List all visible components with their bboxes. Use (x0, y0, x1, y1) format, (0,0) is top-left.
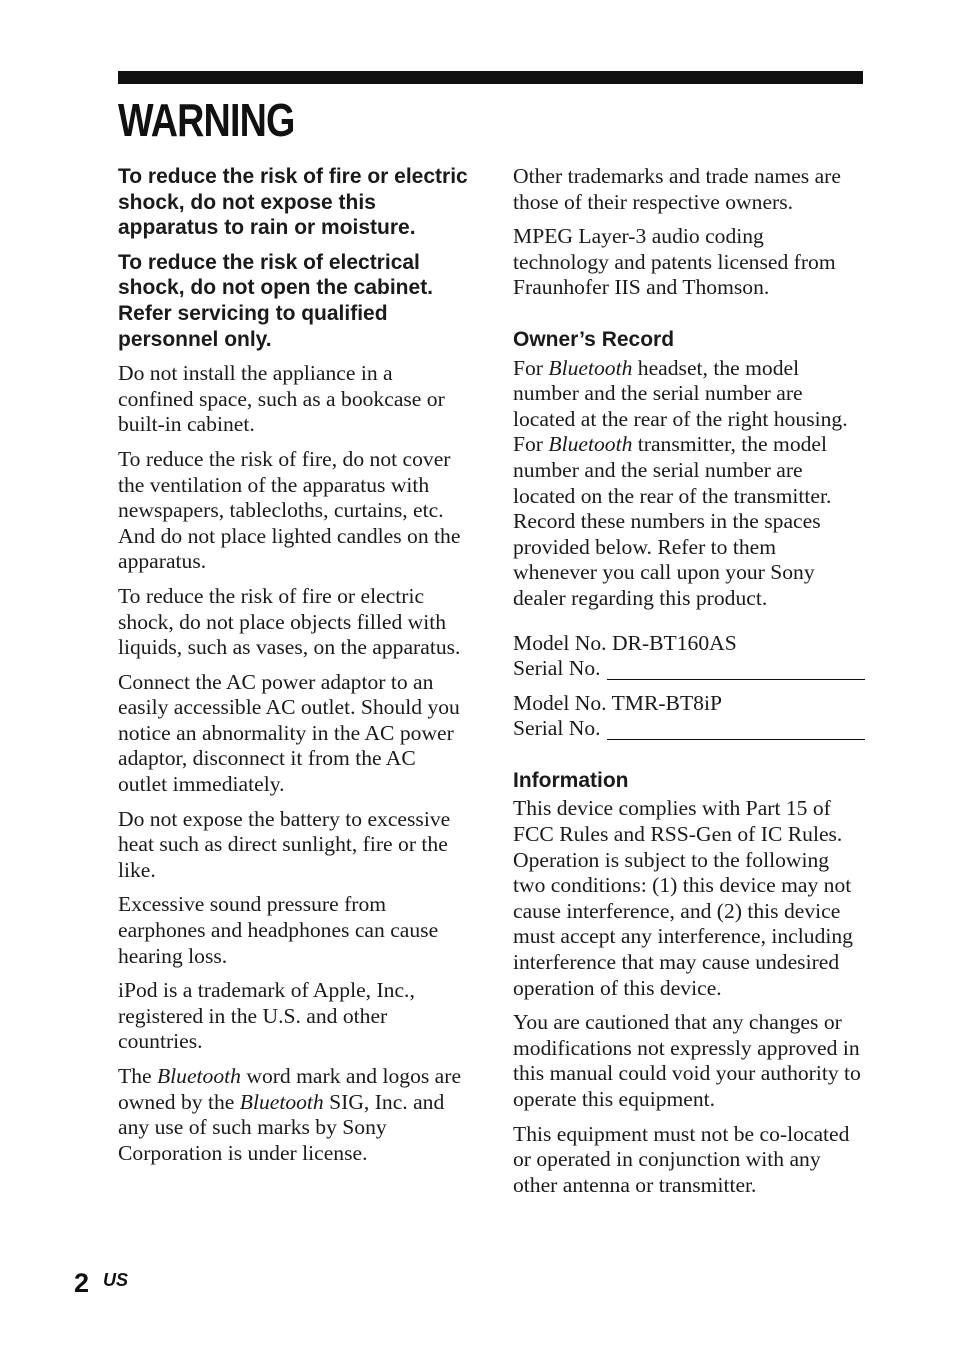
paragraph-mpeg: MPEG Layer-3 audio coding technology and patents licensed from Fraunhofer IIS and Thomson. (513, 224, 836, 300)
serial-line-transmitter: Serial No. (513, 716, 865, 742)
serial-blank-transmitter[interactable] (607, 721, 865, 740)
paragraph-liquids: To reduce the risk of fire or electric shock, do not place objects filled with liquids, such as vases, on the apparatus. (118, 583, 461, 660)
paragraph-other-trademarks: Other trademarks and trade names are those of their respective owners. (513, 164, 841, 214)
paragraph-fcc: This device complies with Part 15 of FCC Rules and RSS-Gen of IC Rules. Operation is subject to the following two conditions: (1) this device may not cause interference, and (2) this device must accept any interference, including interference that may cause undesired operation of this device. (513, 796, 853, 1000)
warning-electrical-shock: To reduce the risk of electrical shock, do not open the cabinet. Refer servicing to qualified personnel only. (118, 250, 434, 351)
paragraph-owners-record: For Bluetooth headset, the model number and the serial number are located at the rear of the right housing. For Bluetooth transmitter, the model number and the serial number are located on the rear of the transmitter. Record these numbers in the spaces provided below. Refer to them whenever you call upon your Sony dealer regarding this product. (513, 355, 848, 610)
paragraph-ac-adaptor: Connect the AC power adaptor to an easily accessible AC outlet. Should you notice an abnormality in the AC power adaptor, disconnect it from the AC outlet immediately. (118, 669, 460, 797)
right-column (513, 164, 865, 1207)
serial-blank-headset[interactable] (607, 661, 865, 680)
serial-line-headset: Serial No. (513, 656, 865, 682)
record-headset (513, 631, 865, 682)
warning-fire-shock: To reduce the risk of fire or electric shock, do not expose this apparatus to rain or moisture. (118, 165, 468, 240)
model-number-transmitter: Model No. TMR-BT8iP Serial No. (513, 691, 865, 742)
paragraph-ventilation: To reduce the risk of fire, do not cover the ventilation of the apparatus with newspapers, tablecloths, curtains, etc. And do not place lighted candles on the apparatus. (118, 446, 461, 574)
paragraph-ipod-trademark: iPod is a trademark of Apple, Inc., registered in the U.S. and other countries. (118, 978, 415, 1054)
left-column (118, 164, 470, 1175)
page-language: US (103, 1270, 129, 1290)
paragraph-co-located: This equipment must not be co-located or operated in conjunction with any other antenna or transmitter. (513, 1121, 850, 1197)
page-number: 2 (74, 1268, 90, 1298)
paragraph-modifications: You are cautioned that any changes or modifications not expressly approved in this manual could void your authority to operate this equipment. (513, 1010, 861, 1111)
paragraph-installation: Do not install the appliance in a confined space, such as a bookcase or built-in cabinet. (118, 361, 445, 437)
record-transmitter (513, 691, 865, 742)
model-number-headset: Model No. DR-BT160AS Serial No. (513, 631, 865, 682)
information-heading: Information (513, 768, 629, 792)
page-title: WARNING (118, 94, 295, 146)
paragraph-bluetooth-trademark: The Bluetooth word mark and logos are owned by the Bluetooth SIG, Inc. and any use of such marks by Sony Corporation is under license. (118, 1064, 462, 1165)
owners-record-heading: Owner’s Record (513, 327, 675, 351)
paragraph-sound-pressure: Excessive sound pressure from earphones and headphones can cause hearing loss. (118, 892, 439, 968)
title-rule (118, 71, 863, 84)
paragraph-battery: Do not expose the battery to excessive heat such as direct sunlight, fire or the like. (118, 806, 451, 882)
